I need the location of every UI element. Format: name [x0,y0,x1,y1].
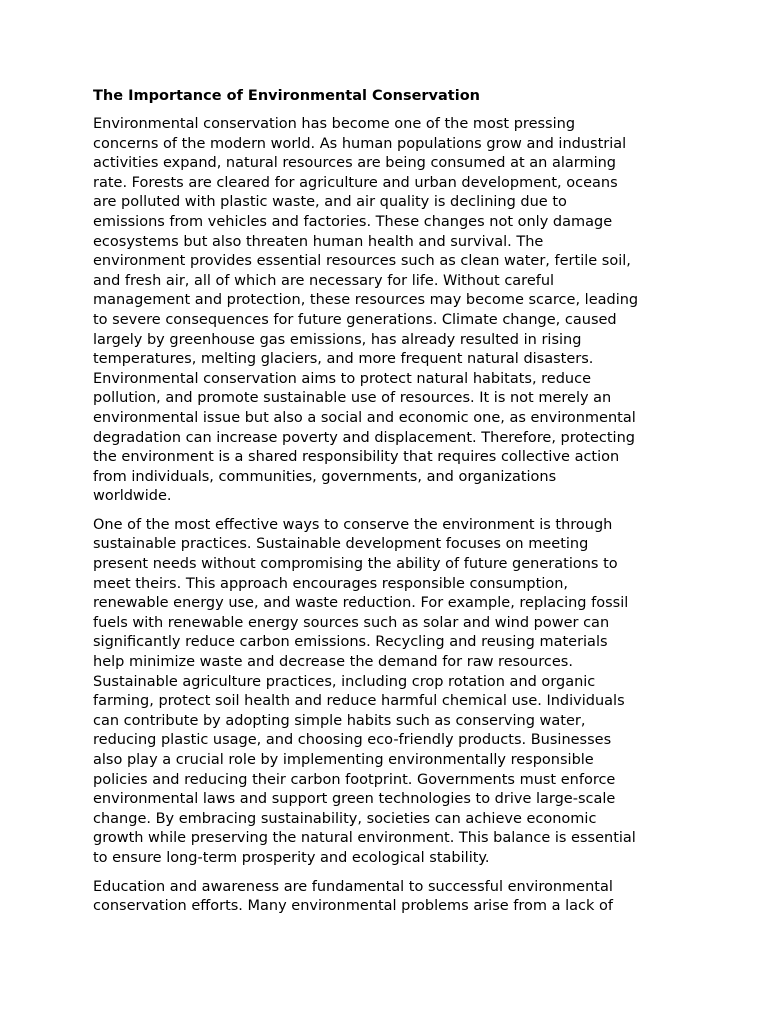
paragraph-line: reducing plastic usage, and choosing eco-friendly products. Businesses [93,732,612,749]
paragraph-line: pollution, and promote sustainable use of resources. It is not merely an [93,390,612,407]
paragraph-line: rate. Forests are cleared for agriculture and urban development, oceans [93,174,618,191]
paragraph-line: degradation can increase poverty and displacement. Therefore, protecting [93,429,635,446]
document-page [93,86,683,926]
paragraph-line: significantly reduce carbon emissions. Recycling and reusing materials [93,634,608,651]
paragraph-line: management and protection, these resources may become scarce, leading [93,292,639,309]
paragraph-line: also play a crucial role by implementing environmentally responsible [93,752,594,768]
paragraph-line: environmental issue but also a social and economic one, as environmental [93,409,636,426]
paragraph-line: policies and reducing their carbon footprint. Governments must enforce [93,771,616,788]
paragraph-line: worldwide. [93,488,172,505]
paragraph-line: can contribute by adopting simple habits such as conserving water, [93,712,586,729]
paragraph-line: Environmental conservation has become one of the most pressing [93,116,576,132]
paragraph-line: help minimize waste and decrease the demand for raw resources. [93,654,573,671]
paragraph-line: sustainable practices. Sustainable development focuses on meeting [93,536,589,553]
document-body [93,115,683,917]
paragraph-line: Education and awareness are fundamental to successful environmental [93,878,613,895]
paragraph-line: environment provides essential resources such as clean water, fertile soil, [93,253,631,270]
paragraph-line: to ensure long-term prosperity and ecological stability. [93,849,490,866]
paragraph-line: the environment is a shared responsibility that requires collective action [93,449,620,466]
paragraph [93,878,683,917]
paragraph-line: to severe consequences for future generations. Climate change, caused [93,311,617,328]
paragraph-line: growth while preserving the natural environment. This balance is essential [93,830,636,847]
paragraph-line: conservation efforts. Many environmental problems arise from a lack of [93,898,614,915]
paragraph-line: largely by greenhouse gas emissions, has already resulted in rising [93,331,582,348]
paragraph-line: Environmental conservation aims to protect natural habitats, reduce [93,370,592,387]
paragraph-line: and fresh air, all of which are necessary for life. Without careful [93,272,555,289]
paragraph-line: emissions from vehicles and factories. These changes not only damage [93,213,613,230]
paragraph [93,115,683,507]
paragraph-line: One of the most effective ways to conserve the environment is through [93,516,613,533]
paragraph-line: are polluted with plastic waste, and air quality is declining due to [93,194,567,211]
paragraph [93,516,683,869]
paragraph-line: Sustainable agriculture practices, including crop rotation and organic [93,673,596,690]
paragraph-line: environmental laws and support green technologies to drive large-scale [93,791,616,808]
paragraph-line: ecosystems but also threaten human health and survival. The [93,233,544,250]
paragraph-line: farming, protect soil health and reduce harmful chemical use. Individuals [93,693,625,710]
paragraph-line: activities expand, natural resources are being consumed at an alarming [93,155,617,172]
paragraph-line: present needs without compromising the ability of future generations to [93,556,618,573]
paragraph-line: renewable energy use, and waste reduction. For example, replacing fossil [93,595,629,612]
paragraph-line: from individuals, communities, governments, and organizations [93,468,557,485]
paragraph-line: meet theirs. This approach encourages responsible consumption, [93,575,569,592]
paragraph-line: fuels with renewable energy sources such as solar and wind power can [93,614,610,631]
document-title: The Importance of Environmental Conservation [93,88,480,104]
paragraph-line: change. By embracing sustainability, societies can achieve economic [93,810,597,827]
paragraph-line: concerns of the modern world. As human populations grow and industrial [93,135,627,152]
paragraph-line: temperatures, melting glaciers, and more frequent natural disasters. [93,351,594,368]
